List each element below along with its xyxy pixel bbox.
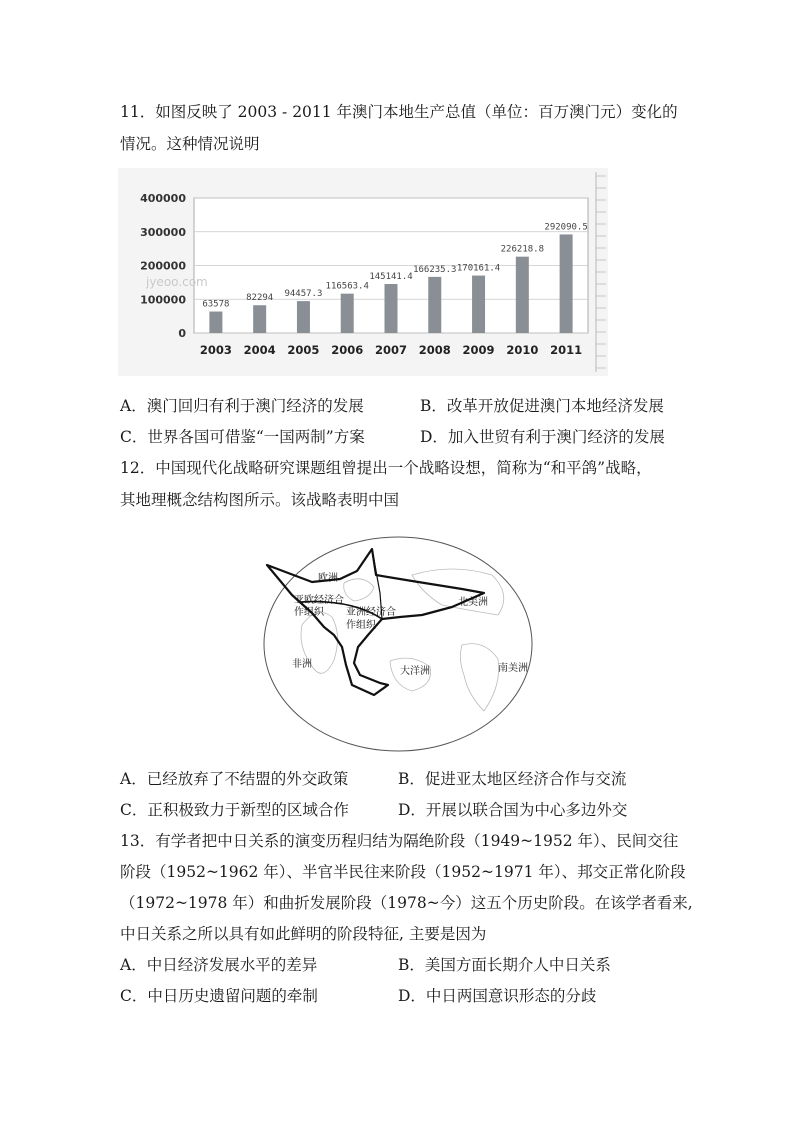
x-tick-label: 2007 bbox=[374, 343, 408, 357]
q11-option-a[interactable]: A．澳门回归有利于澳门经济的发展 bbox=[120, 397, 364, 415]
label-apec-2: 作组织 bbox=[294, 607, 324, 618]
bar bbox=[385, 284, 398, 333]
q12-option-d[interactable]: D．开展以联合国为中心多边外交 bbox=[398, 801, 628, 819]
x-tick-label: 2004 bbox=[243, 343, 276, 357]
label-asia-coop-1: 亚洲经济合 bbox=[346, 607, 396, 618]
x-tick-label: 2008 bbox=[418, 343, 451, 357]
label-north-america: 北美洲 bbox=[458, 597, 488, 608]
peace-dove-map bbox=[262, 535, 534, 753]
bar-value-label: 63578 bbox=[202, 299, 230, 310]
x-tick-label: 2003 bbox=[199, 343, 232, 357]
q12-option-b[interactable]: B．促进亚太地区经济合作与交流 bbox=[398, 770, 627, 788]
q13-stem-line4: 中日关系之所以具有如此鲜明的阶段特征, 主要是因为 bbox=[120, 925, 487, 943]
bar-value-label: 116563.4 bbox=[325, 281, 369, 292]
x-tick-label: 2011 bbox=[550, 343, 583, 357]
bar bbox=[516, 257, 529, 333]
q11-option-b[interactable]: B．改革开放促进澳门本地经济发展 bbox=[420, 397, 664, 415]
gdp-bar-chart bbox=[118, 168, 608, 376]
bar-value-label: 82294 bbox=[246, 293, 274, 304]
globe-outline bbox=[264, 537, 532, 751]
q11-option-d[interactable]: D．加入世贸有利于澳门经济的发展 bbox=[420, 428, 665, 446]
bar bbox=[560, 234, 573, 333]
bar-value-label: 170161.4 bbox=[456, 263, 501, 274]
q12-stem-line2: 其地理概念结构图所示。该战略表明中国 bbox=[120, 491, 400, 509]
x-tick-label: 2010 bbox=[506, 343, 539, 357]
q13-option-a[interactable]: A．中日经济发展水平的差异 bbox=[120, 956, 318, 974]
x-tick-label: 2009 bbox=[462, 343, 495, 357]
y-tick-label: 300000 bbox=[140, 225, 186, 239]
q13-stem-line2: 阶段（1952~1962 年）、半官半民往来阶段（1952~1971 年）、邦交正常化阶段 bbox=[120, 863, 686, 881]
label-europe: 欧洲 bbox=[318, 573, 338, 584]
y-tick-label: 0 bbox=[178, 327, 186, 340]
label-apec-1: 亚欧经济合 bbox=[294, 595, 344, 606]
q13-option-d[interactable]: D．中日两国意识形态的分歧 bbox=[398, 987, 597, 1005]
bar bbox=[209, 312, 222, 333]
q13-option-c[interactable]: C．中日历史遗留问题的牵制 bbox=[120, 987, 318, 1005]
label-oceania: 大洋洲 bbox=[400, 666, 430, 677]
bar bbox=[253, 305, 266, 333]
label-asia-coop-2: 作组织 bbox=[346, 620, 376, 631]
q12-option-a[interactable]: A．已经放弃了不结盟的外交政策 bbox=[120, 770, 349, 788]
q11-stem-line2: 情况。这种情况说明 bbox=[120, 135, 260, 153]
q13-stem-line1: 13．有学者把中日关系的演变历程归结为隔绝阶段（1949~1952 年）、民间交往 bbox=[120, 832, 679, 850]
label-africa: 非洲 bbox=[292, 659, 312, 670]
bar bbox=[472, 276, 485, 333]
y-tick-label: 100000 bbox=[140, 293, 186, 307]
x-tick-label: 2005 bbox=[287, 343, 320, 357]
y-tick-label: 400000 bbox=[140, 192, 186, 205]
bar-value-label: 226218.8 bbox=[500, 244, 545, 255]
q13-option-b[interactable]: B．美国方面长期介人中日关系 bbox=[398, 956, 611, 974]
x-tick-label: 2006 bbox=[331, 343, 364, 357]
label-south-america: 南美洲 bbox=[498, 663, 528, 674]
q13-stem-line3: （1972~1978 年）和曲折发展阶段（1978~今）这五个历史阶段。在该学者看来, bbox=[120, 894, 693, 912]
bar-value-label: 94457.3 bbox=[284, 289, 323, 300]
bar bbox=[341, 294, 354, 333]
bar bbox=[428, 277, 441, 333]
watermark-text: jyeoo.com bbox=[146, 275, 208, 289]
y-tick-label: 200000 bbox=[140, 259, 186, 273]
bar-value-label: 166235.3 bbox=[413, 264, 457, 275]
q12-stem-line1: 12．中国现代化战略研究课题组曾提出一个战略设想，简称为“和平鸽”战略， bbox=[120, 459, 652, 477]
bar bbox=[297, 301, 310, 333]
q11-option-c[interactable]: C．世界各国可借鉴“一国两制”方案 bbox=[120, 428, 365, 446]
q12-option-c[interactable]: C．正积极致力于新型的区域合作 bbox=[120, 801, 349, 819]
q11-stem-line1: 11．如图反映了 2003 - 2011 年澳门本地生产总值（单位：百万澳门元）变化的 bbox=[120, 103, 678, 121]
bar-value-label: 145141.4 bbox=[369, 272, 413, 283]
bar-value-label: 292090.5 bbox=[544, 222, 588, 233]
